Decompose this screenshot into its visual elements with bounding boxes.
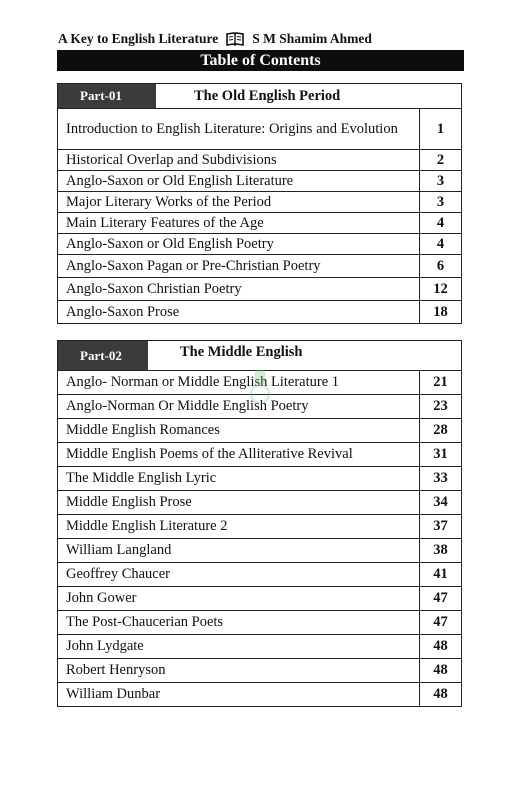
entry-page: 2 [420, 150, 462, 171]
entry-page: 3 [420, 192, 462, 213]
entry-page: 23 [420, 395, 462, 419]
book-title: A Key to English Literature [58, 31, 219, 46]
toc-row [58, 515, 462, 539]
entry-title: Anglo-Saxon or Old English Poetry [58, 234, 420, 255]
entry-title: Middle English Romances [58, 419, 420, 443]
entry-page: 12 [420, 278, 462, 301]
toc-row [58, 611, 462, 635]
entry-page: 6 [420, 255, 462, 278]
entry-page: 21 [420, 371, 462, 395]
toc-row [58, 467, 462, 491]
entry-page: 33 [420, 467, 462, 491]
toc-row [58, 278, 462, 301]
entry-title: Historical Overlap and Subdivisions [58, 150, 420, 171]
entry-title: The Post-Chaucerian Poets [58, 611, 420, 635]
entry-page: 48 [420, 683, 462, 707]
toc-row [58, 659, 462, 683]
entry-title: Anglo-Saxon Prose [58, 301, 420, 324]
entry-title: Middle English Literature 2 [58, 515, 420, 539]
entry-title: Anglo- Norman or Middle English Literature 1 [58, 371, 420, 395]
entry-title: John Lydgate [58, 635, 420, 659]
toc-row [58, 301, 462, 324]
entry-page: 38 [420, 539, 462, 563]
toc-table [57, 108, 462, 324]
toc-row [58, 395, 462, 419]
part-badge: Part-02 [58, 341, 148, 370]
part-title: The Middle English [180, 344, 303, 360]
entry-page: 3 [420, 171, 462, 192]
entry-page: 31 [420, 443, 462, 467]
toc-row [58, 443, 462, 467]
entry-page: 34 [420, 491, 462, 515]
part-section-2 [57, 340, 462, 707]
entry-title: Introduction to English Literature: Origins and Evolution [58, 109, 420, 150]
entry-page: 37 [420, 515, 462, 539]
toc-row [58, 171, 462, 192]
entry-page: 47 [420, 611, 462, 635]
entry-page: 4 [420, 213, 462, 234]
entry-title: John Gower [58, 587, 420, 611]
toc-row [58, 587, 462, 611]
part-badge: Part-01 [58, 84, 156, 108]
entry-title: Anglo-Saxon Christian Poetry [58, 278, 420, 301]
toc-row [58, 419, 462, 443]
open-book-icon [226, 32, 244, 46]
toc-row [58, 371, 462, 395]
toc-row [58, 539, 462, 563]
entry-page: 47 [420, 587, 462, 611]
entry-page: 28 [420, 419, 462, 443]
entry-title: Geoffrey Chaucer [58, 563, 420, 587]
entry-page: 4 [420, 234, 462, 255]
toc-title: Table of Contents [57, 50, 464, 71]
toc-row [58, 563, 462, 587]
entry-title: Anglo-Norman Or Middle English Poetry [58, 395, 420, 419]
entry-page: 48 [420, 659, 462, 683]
entry-page: 41 [420, 563, 462, 587]
part-header [57, 83, 462, 108]
author-name: S M Shamim Ahmed [252, 31, 372, 46]
part-section-1 [57, 83, 462, 324]
part-header [57, 340, 462, 370]
toc-row [58, 213, 462, 234]
entry-title: Middle English Poems of the Alliterative Revival [58, 443, 420, 467]
entry-title: William Dunbar [58, 683, 420, 707]
entry-title: William Langland [58, 539, 420, 563]
toc-row [58, 491, 462, 515]
entry-page: 18 [420, 301, 462, 324]
toc-row [58, 255, 462, 278]
toc-row [58, 234, 462, 255]
page-header [58, 31, 468, 47]
entry-title: The Middle English Lyric [58, 467, 420, 491]
entry-title: Middle English Prose [58, 491, 420, 515]
toc-row [58, 683, 462, 707]
entry-page: 1 [420, 109, 462, 150]
toc-table [57, 370, 462, 707]
toc-row [58, 192, 462, 213]
entry-title: Anglo-Saxon or Old English Literature [58, 171, 420, 192]
entry-title: Anglo-Saxon Pagan or Pre-Christian Poetry [58, 255, 420, 278]
entry-title: Main Literary Features of the Age [58, 213, 420, 234]
toc-row [58, 109, 462, 150]
toc-row [58, 635, 462, 659]
toc-row [58, 150, 462, 171]
entry-title: Robert Henryson [58, 659, 420, 683]
entry-title: Major Literary Works of the Period [58, 192, 420, 213]
part-title: The Old English Period [194, 88, 341, 104]
entry-page: 48 [420, 635, 462, 659]
